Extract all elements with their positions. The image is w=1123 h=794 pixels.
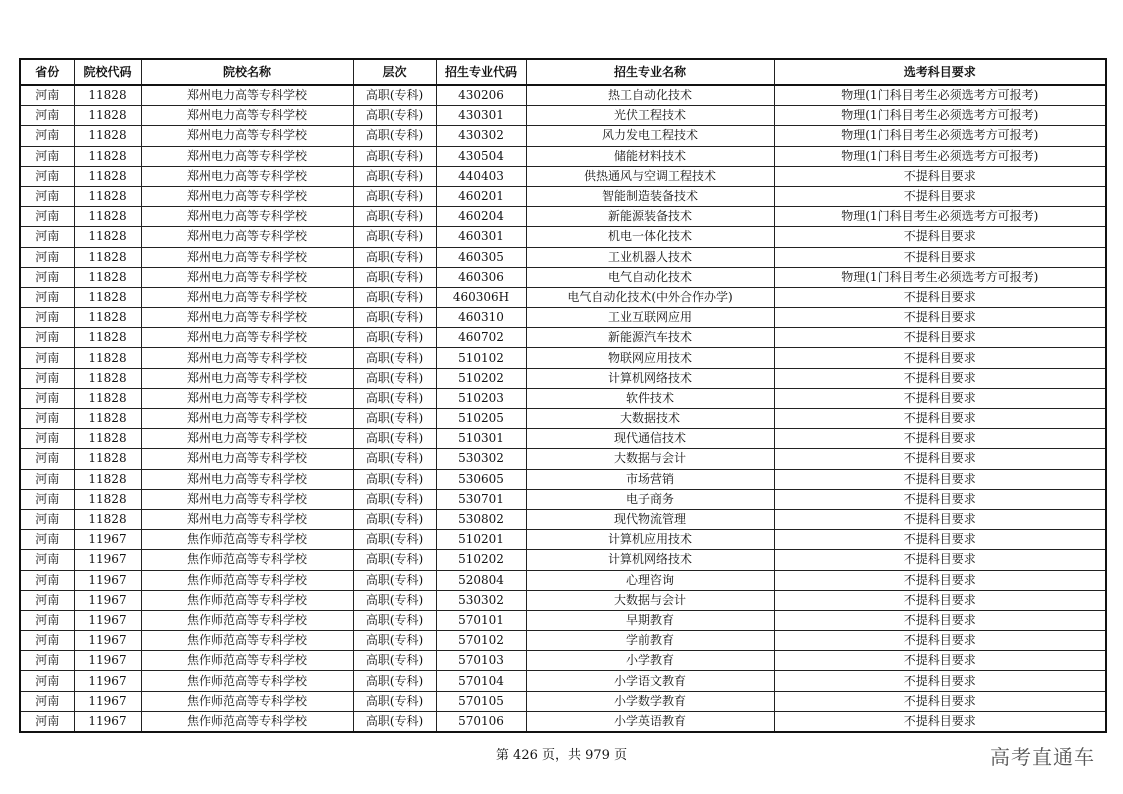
cell-school-code: 11828 [74, 146, 141, 166]
cell-school-code: 11828 [74, 186, 141, 206]
cell-subject-requirement: 不提科目要求 [774, 166, 1106, 186]
cell-school-code: 11828 [74, 207, 141, 227]
cell-province: 河南 [20, 711, 74, 732]
cell-major-name: 现代通信技术 [526, 429, 774, 449]
cell-school-name: 郑州电力高等专科学校 [141, 509, 353, 529]
cell-major-name: 现代物流管理 [526, 509, 774, 529]
cell-major-name: 小学语文教育 [526, 671, 774, 691]
cell-province: 河南 [20, 166, 74, 186]
cell-major-code: 510202 [436, 368, 526, 388]
cell-major-code: 530302 [436, 449, 526, 469]
table-row [20, 126, 1106, 146]
cell-school-name: 焦作师范高等专科学校 [141, 550, 353, 570]
cell-province: 河南 [20, 207, 74, 227]
table-row [20, 671, 1106, 691]
cell-subject-requirement: 不提科目要求 [774, 570, 1106, 590]
table-row [20, 207, 1106, 227]
cell-major-name: 储能材料技术 [526, 146, 774, 166]
cell-major-code: 460306 [436, 267, 526, 287]
cell-province: 河南 [20, 267, 74, 287]
cell-province: 河南 [20, 328, 74, 348]
table-row [20, 530, 1106, 550]
cell-school-name: 郑州电力高等专科学校 [141, 166, 353, 186]
cell-subject-requirement: 不提科目要求 [774, 429, 1106, 449]
cell-major-name: 机电一体化技术 [526, 227, 774, 247]
cell-school-code: 11967 [74, 651, 141, 671]
cell-major-name: 电气自动化技术 [526, 267, 774, 287]
cell-level: 高职(专科) [353, 126, 436, 146]
cell-major-name: 大数据与会计 [526, 590, 774, 610]
cell-subject-requirement: 不提科目要求 [774, 651, 1106, 671]
cell-school-name: 焦作师范高等专科学校 [141, 671, 353, 691]
cell-major-code: 570104 [436, 671, 526, 691]
table-header-row [20, 59, 1106, 85]
cell-major-name: 大数据与会计 [526, 449, 774, 469]
cell-school-code: 11828 [74, 429, 141, 449]
cell-province: 河南 [20, 126, 74, 146]
cell-major-name: 物联网应用技术 [526, 348, 774, 368]
cell-province: 河南 [20, 550, 74, 570]
cell-school-name: 郑州电力高等专科学校 [141, 85, 353, 106]
header-level: 层次 [353, 59, 436, 85]
cell-school-code: 11967 [74, 570, 141, 590]
cell-province: 河南 [20, 570, 74, 590]
header-province: 省份 [20, 59, 74, 85]
admissions-table [19, 58, 1107, 733]
cell-major-code: 460305 [436, 247, 526, 267]
cell-school-name: 郑州电力高等专科学校 [141, 186, 353, 206]
cell-school-name: 郑州电力高等专科学校 [141, 207, 353, 227]
cell-school-name: 郑州电力高等专科学校 [141, 287, 353, 307]
cell-province: 河南 [20, 287, 74, 307]
cell-school-name: 郑州电力高等专科学校 [141, 146, 353, 166]
cell-major-code: 530302 [436, 590, 526, 610]
header-subject-requirement: 选考科目要求 [774, 59, 1106, 85]
cell-subject-requirement: 物理(1门科目考生必须选考方可报考) [774, 207, 1106, 227]
cell-subject-requirement: 不提科目要求 [774, 287, 1106, 307]
cell-school-code: 11828 [74, 247, 141, 267]
cell-province: 河南 [20, 368, 74, 388]
cell-level: 高职(专科) [353, 247, 436, 267]
cell-province: 河南 [20, 651, 74, 671]
cell-subject-requirement: 不提科目要求 [774, 489, 1106, 509]
cell-province: 河南 [20, 348, 74, 368]
cell-school-code: 11967 [74, 530, 141, 550]
cell-province: 河南 [20, 247, 74, 267]
cell-major-code: 460702 [436, 328, 526, 348]
cell-level: 高职(专科) [353, 227, 436, 247]
cell-school-code: 11828 [74, 409, 141, 429]
cell-school-code: 11967 [74, 671, 141, 691]
cell-major-code: 570101 [436, 610, 526, 630]
cell-school-name: 郑州电力高等专科学校 [141, 328, 353, 348]
table-row [20, 409, 1106, 429]
cell-school-code: 11967 [74, 631, 141, 651]
cell-major-name: 新能源汽车技术 [526, 328, 774, 348]
cell-subject-requirement: 不提科目要求 [774, 610, 1106, 630]
cell-major-code: 530605 [436, 469, 526, 489]
cell-subject-requirement: 不提科目要求 [774, 711, 1106, 732]
table-row [20, 590, 1106, 610]
cell-province: 河南 [20, 106, 74, 126]
table-row [20, 570, 1106, 590]
cell-major-name: 热工自动化技术 [526, 85, 774, 106]
cell-subject-requirement: 物理(1门科目考生必须选考方可报考) [774, 146, 1106, 166]
cell-level: 高职(专科) [353, 691, 436, 711]
cell-school-name: 焦作师范高等专科学校 [141, 631, 353, 651]
cell-major-name: 工业互联网应用 [526, 308, 774, 328]
cell-school-code: 11828 [74, 388, 141, 408]
cell-level: 高职(专科) [353, 409, 436, 429]
cell-major-name: 小学教育 [526, 651, 774, 671]
cell-major-code: 570102 [436, 631, 526, 651]
table-row [20, 368, 1106, 388]
cell-school-code: 11828 [74, 348, 141, 368]
cell-province: 河南 [20, 186, 74, 206]
cell-level: 高职(专科) [353, 287, 436, 307]
watermark-logo-text: 高考直通车 [990, 745, 1095, 769]
cell-school-code: 11828 [74, 267, 141, 287]
cell-level: 高职(专科) [353, 166, 436, 186]
cell-level: 高职(专科) [353, 550, 436, 570]
cell-major-code: 570103 [436, 651, 526, 671]
cell-level: 高职(专科) [353, 106, 436, 126]
cell-level: 高职(专科) [353, 610, 436, 630]
cell-level: 高职(专科) [353, 509, 436, 529]
cell-level: 高职(专科) [353, 388, 436, 408]
cell-province: 河南 [20, 489, 74, 509]
cell-subject-requirement: 不提科目要求 [774, 469, 1106, 489]
cell-school-code: 11828 [74, 227, 141, 247]
cell-major-code: 570105 [436, 691, 526, 711]
cell-province: 河南 [20, 388, 74, 408]
cell-major-code: 460204 [436, 207, 526, 227]
cell-school-name: 郑州电力高等专科学校 [141, 429, 353, 449]
cell-level: 高职(专科) [353, 308, 436, 328]
cell-level: 高职(专科) [353, 207, 436, 227]
header-major-code: 招生专业代码 [436, 59, 526, 85]
cell-level: 高职(专科) [353, 590, 436, 610]
table-row [20, 711, 1106, 732]
table-row [20, 267, 1106, 287]
cell-school-code: 11828 [74, 126, 141, 146]
cell-school-code: 11828 [74, 308, 141, 328]
cell-major-name: 学前教育 [526, 631, 774, 651]
cell-major-code: 430504 [436, 146, 526, 166]
cell-school-code: 11828 [74, 489, 141, 509]
cell-school-name: 郑州电力高等专科学校 [141, 247, 353, 267]
cell-major-name: 新能源装备技术 [526, 207, 774, 227]
cell-subject-requirement: 物理(1门科目考生必须选考方可报考) [774, 106, 1106, 126]
cell-subject-requirement: 不提科目要求 [774, 368, 1106, 388]
cell-level: 高职(专科) [353, 348, 436, 368]
cell-major-code: 440403 [436, 166, 526, 186]
cell-subject-requirement: 物理(1门科目考生必须选考方可报考) [774, 267, 1106, 287]
cell-level: 高职(专科) [353, 429, 436, 449]
cell-school-name: 郑州电力高等专科学校 [141, 409, 353, 429]
cell-major-name: 计算机网络技术 [526, 368, 774, 388]
cell-school-name: 焦作师范高等专科学校 [141, 570, 353, 590]
cell-province: 河南 [20, 227, 74, 247]
cell-major-code: 430206 [436, 85, 526, 106]
cell-province: 河南 [20, 590, 74, 610]
cell-school-name: 郑州电力高等专科学校 [141, 449, 353, 469]
cell-level: 高职(专科) [353, 489, 436, 509]
cell-school-name: 郑州电力高等专科学校 [141, 267, 353, 287]
cell-level: 高职(专科) [353, 671, 436, 691]
table-row [20, 449, 1106, 469]
cell-level: 高职(专科) [353, 631, 436, 651]
header-major-name: 招生专业名称 [526, 59, 774, 85]
cell-major-code: 570106 [436, 711, 526, 732]
table-row [20, 146, 1106, 166]
cell-school-code: 11828 [74, 328, 141, 348]
cell-subject-requirement: 物理(1门科目考生必须选考方可报考) [774, 126, 1106, 146]
table-row [20, 631, 1106, 651]
cell-major-name: 智能制造装备技术 [526, 186, 774, 206]
cell-level: 高职(专科) [353, 530, 436, 550]
cell-level: 高职(专科) [353, 570, 436, 590]
table-row [20, 287, 1106, 307]
cell-subject-requirement: 不提科目要求 [774, 348, 1106, 368]
cell-subject-requirement: 不提科目要求 [774, 449, 1106, 469]
cell-level: 高职(专科) [353, 711, 436, 732]
cell-major-name: 早期教育 [526, 610, 774, 630]
cell-major-name: 心理咨询 [526, 570, 774, 590]
cell-major-name: 软件技术 [526, 388, 774, 408]
cell-level: 高职(专科) [353, 85, 436, 106]
cell-major-code: 530701 [436, 489, 526, 509]
cell-subject-requirement: 不提科目要求 [774, 388, 1106, 408]
cell-major-name: 供热通风与空调工程技术 [526, 166, 774, 186]
cell-major-code: 510301 [436, 429, 526, 449]
cell-province: 河南 [20, 429, 74, 449]
cell-subject-requirement: 不提科目要求 [774, 550, 1106, 570]
cell-school-name: 郑州电力高等专科学校 [141, 489, 353, 509]
cell-school-code: 11828 [74, 509, 141, 529]
cell-subject-requirement: 不提科目要求 [774, 671, 1106, 691]
cell-level: 高职(专科) [353, 328, 436, 348]
cell-school-code: 11828 [74, 106, 141, 126]
cell-school-name: 郑州电力高等专科学校 [141, 368, 353, 388]
cell-subject-requirement: 不提科目要求 [774, 328, 1106, 348]
cell-subject-requirement: 不提科目要求 [774, 186, 1106, 206]
cell-school-code: 11828 [74, 166, 141, 186]
table-row [20, 610, 1106, 630]
cell-level: 高职(专科) [353, 368, 436, 388]
cell-subject-requirement: 不提科目要求 [774, 509, 1106, 529]
table-row [20, 348, 1106, 368]
cell-school-name: 郑州电力高等专科学校 [141, 388, 353, 408]
cell-subject-requirement: 物理(1门科目考生必须选考方可报考) [774, 85, 1106, 106]
table-row [20, 247, 1106, 267]
cell-school-code: 11967 [74, 711, 141, 732]
cell-major-name: 光伏工程技术 [526, 106, 774, 126]
table-row [20, 469, 1106, 489]
table-row [20, 388, 1106, 408]
cell-major-code: 510202 [436, 550, 526, 570]
cell-level: 高职(专科) [353, 186, 436, 206]
cell-major-code: 430302 [436, 126, 526, 146]
cell-school-name: 焦作师范高等专科学校 [141, 590, 353, 610]
cell-level: 高职(专科) [353, 651, 436, 671]
cell-school-code: 11828 [74, 85, 141, 106]
cell-school-code: 11828 [74, 287, 141, 307]
table-row [20, 106, 1106, 126]
cell-level: 高职(专科) [353, 449, 436, 469]
cell-province: 河南 [20, 308, 74, 328]
cell-province: 河南 [20, 146, 74, 166]
cell-province: 河南 [20, 449, 74, 469]
cell-level: 高职(专科) [353, 267, 436, 287]
cell-school-code: 11967 [74, 550, 141, 570]
cell-school-name: 郑州电力高等专科学校 [141, 308, 353, 328]
cell-major-name: 风力发电工程技术 [526, 126, 774, 146]
cell-school-code: 11967 [74, 610, 141, 630]
page-number: 第 426 页，共 979 页 [495, 748, 628, 763]
cell-school-code: 11828 [74, 469, 141, 489]
cell-school-code: 11967 [74, 590, 141, 610]
cell-province: 河南 [20, 530, 74, 550]
table-row [20, 651, 1106, 671]
cell-subject-requirement: 不提科目要求 [774, 227, 1106, 247]
cell-school-name: 郑州电力高等专科学校 [141, 126, 353, 146]
cell-province: 河南 [20, 671, 74, 691]
cell-major-name: 工业机器人技术 [526, 247, 774, 267]
cell-major-name: 计算机应用技术 [526, 530, 774, 550]
cell-school-name: 郑州电力高等专科学校 [141, 469, 353, 489]
cell-major-code: 460306H [436, 287, 526, 307]
cell-major-code: 510203 [436, 388, 526, 408]
cell-major-code: 520804 [436, 570, 526, 590]
table-row [20, 166, 1106, 186]
cell-major-name: 市场营销 [526, 469, 774, 489]
cell-school-name: 郑州电力高等专科学校 [141, 106, 353, 126]
cell-province: 河南 [20, 409, 74, 429]
cell-subject-requirement: 不提科目要求 [774, 409, 1106, 429]
cell-major-code: 510102 [436, 348, 526, 368]
table-row [20, 308, 1106, 328]
cell-school-name: 焦作师范高等专科学校 [141, 651, 353, 671]
table-row [20, 489, 1106, 509]
cell-major-name: 电气自动化技术(中外合作办学) [526, 287, 774, 307]
cell-school-name: 郑州电力高等专科学校 [141, 348, 353, 368]
cell-school-name: 焦作师范高等专科学校 [141, 530, 353, 550]
cell-province: 河南 [20, 469, 74, 489]
table-row [20, 186, 1106, 206]
cell-subject-requirement: 不提科目要求 [774, 308, 1106, 328]
cell-major-name: 计算机网络技术 [526, 550, 774, 570]
cell-province: 河南 [20, 631, 74, 651]
cell-major-code: 510201 [436, 530, 526, 550]
cell-level: 高职(专科) [353, 146, 436, 166]
header-school-code: 院校代码 [74, 59, 141, 85]
cell-subject-requirement: 不提科目要求 [774, 247, 1106, 267]
cell-school-name: 郑州电力高等专科学校 [141, 227, 353, 247]
cell-province: 河南 [20, 691, 74, 711]
cell-major-code: 460310 [436, 308, 526, 328]
table-row [20, 85, 1106, 106]
cell-school-code: 11828 [74, 368, 141, 388]
cell-school-name: 焦作师范高等专科学校 [141, 711, 353, 732]
cell-subject-requirement: 不提科目要求 [774, 631, 1106, 651]
table-body [20, 85, 1106, 732]
cell-province: 河南 [20, 85, 74, 106]
cell-province: 河南 [20, 610, 74, 630]
cell-school-code: 11967 [74, 691, 141, 711]
table-row [20, 429, 1106, 449]
cell-major-code: 430301 [436, 106, 526, 126]
cell-major-name: 大数据技术 [526, 409, 774, 429]
table-row [20, 691, 1106, 711]
cell-major-code: 460301 [436, 227, 526, 247]
admissions-sheet [19, 58, 1105, 733]
cell-subject-requirement: 不提科目要求 [774, 691, 1106, 711]
cell-major-name: 小学数学教育 [526, 691, 774, 711]
cell-school-code: 11828 [74, 449, 141, 469]
header-school-name: 院校名称 [141, 59, 353, 85]
table-row [20, 328, 1106, 348]
cell-major-name: 小学英语教育 [526, 711, 774, 732]
cell-province: 河南 [20, 509, 74, 529]
cell-subject-requirement: 不提科目要求 [774, 590, 1106, 610]
cell-subject-requirement: 不提科目要求 [774, 530, 1106, 550]
cell-major-code: 510205 [436, 409, 526, 429]
cell-major-name: 电子商务 [526, 489, 774, 509]
table-row [20, 227, 1106, 247]
table-row [20, 509, 1106, 529]
table-row [20, 550, 1106, 570]
cell-major-code: 460201 [436, 186, 526, 206]
cell-major-code: 530802 [436, 509, 526, 529]
cell-level: 高职(专科) [353, 469, 436, 489]
cell-school-name: 焦作师范高等专科学校 [141, 691, 353, 711]
cell-school-name: 焦作师范高等专科学校 [141, 610, 353, 630]
